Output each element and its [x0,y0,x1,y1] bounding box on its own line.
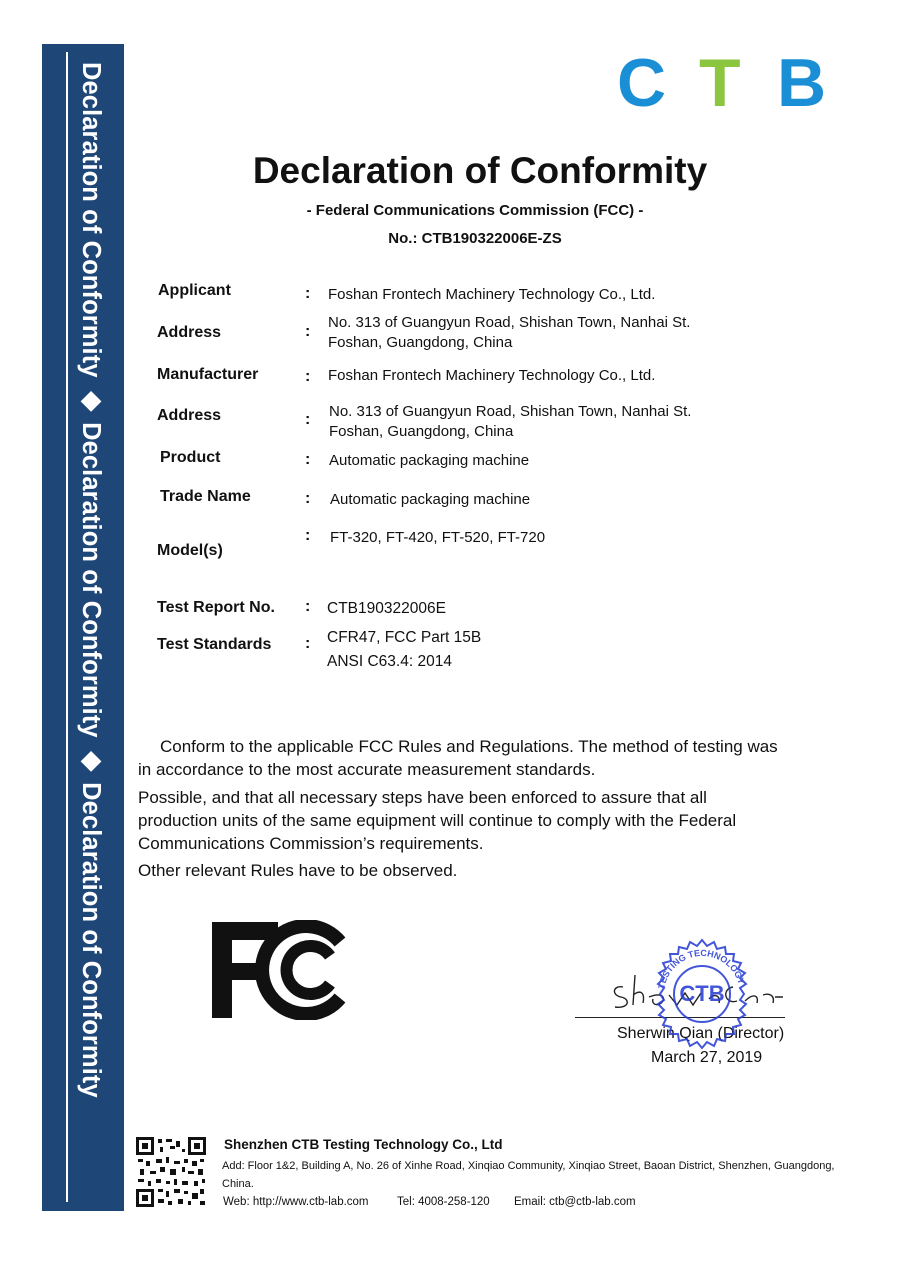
address-line-2: Foshan, Guangdong, China [328,334,513,351]
stamp-center-text: CTB [679,981,725,1006]
colon: : [305,411,311,428]
statement-line: Communications Commission’s requirements. [138,834,484,853]
colon: : [305,323,311,340]
trade-name-value: Automatic packaging machine [330,491,531,508]
page-title: Declaration of Conformity [252,150,708,191]
sidebar-divider [66,52,68,1202]
qr-code [136,1137,206,1207]
footer-company-name: Shenzhen CTB Testing Technology Co., Ltd [224,1137,503,1152]
test-standards-label: Test Standards [157,636,272,653]
manufacturer-value: Foshan Frontech Machinery Technology Co., Ltd. [328,367,656,384]
signature-date: March 27, 2019 [651,1049,763,1066]
ctb-logo-t: T [699,50,741,110]
colon: : [305,368,311,385]
product-label: Product [160,449,221,466]
address-label: Address [157,407,222,424]
test-standards-line-2: ANSI C63.4: 2014 [327,653,452,670]
applicant-value: Foshan Frontech Machinery Technology Co., Ltd. [328,286,656,303]
statement-line: Conform to the applicable FCC Rules and Regulations. The method of testing was [160,737,778,756]
ctb-logo [617,50,837,110]
colon: : [305,635,311,652]
fcc-logo [212,920,347,1020]
colon: : [305,490,311,507]
colon: : [305,527,311,544]
manufacturer-label: Manufacturer [157,366,259,383]
footer-email: Email: ctb@ctb-lab.com [514,1196,636,1208]
footer-tel: Tel: 4008-258-120 [397,1196,490,1208]
models-value: FT-320, FT-420, FT-520, FT-720 [330,529,546,546]
ctb-logo-b: B [777,50,827,110]
statement-line: Possible, and that all necessary steps have been enforced to assure that all [138,788,707,807]
address-line-1: No. 313 of Guangyun Road, Shishan Town, Nanhai St. [328,314,691,331]
models-label: Model(s) [157,542,223,559]
trade-name-label: Trade Name [160,488,251,505]
statement-line: Other relevant Rules have to be observed. [138,861,458,880]
footer-address: Add: Floor 1&2, Building A, No. 26 of Xinhe Road, Xinqiao Community, Xinqiao Street, Baoan District, Shenzhen, Guangdong, China. [222,1160,835,1190]
test-report-value: CTB190322006E [327,600,446,617]
colon: : [305,285,311,302]
address-line-1: No. 313 of Guangyun Road, Shishan Town, Nanhai St. [329,403,692,420]
statement-line: in accordance to the most accurate measurement standards. [138,760,596,779]
applicant-label: Applicant [158,282,231,299]
statement-line: production units of the same equipment will continue to comply with the Federal [138,811,737,830]
signer-name: Sherwin Qian (Director) [617,1025,785,1042]
test-report-label: Test Report No. [157,599,275,616]
footer-web: Web: http://www.ctb-lab.com [223,1196,369,1208]
sidebar-text: Declaration of Conformity ◆ Declaration of Conformity ◆ Declaration of Conformity [77,62,105,1098]
stamp-ring-text: TESTING TECHNOLOGY [656,947,747,990]
document-number: No.: CTB190322006E-ZS [388,230,562,247]
colon: : [305,451,311,468]
address-label: Address [157,324,222,341]
colon: : [305,598,311,615]
test-standards-line-1: CFR47, FCC Part 15B [327,629,482,646]
product-value: Automatic packaging machine [329,452,530,469]
address-line-2: Foshan, Guangdong, China [329,423,514,440]
ctb-logo-c: C [617,50,667,110]
page-subtitle: - Federal Communications Commission (FCC) - [306,202,644,219]
company-seal-stamp [646,938,758,1050]
